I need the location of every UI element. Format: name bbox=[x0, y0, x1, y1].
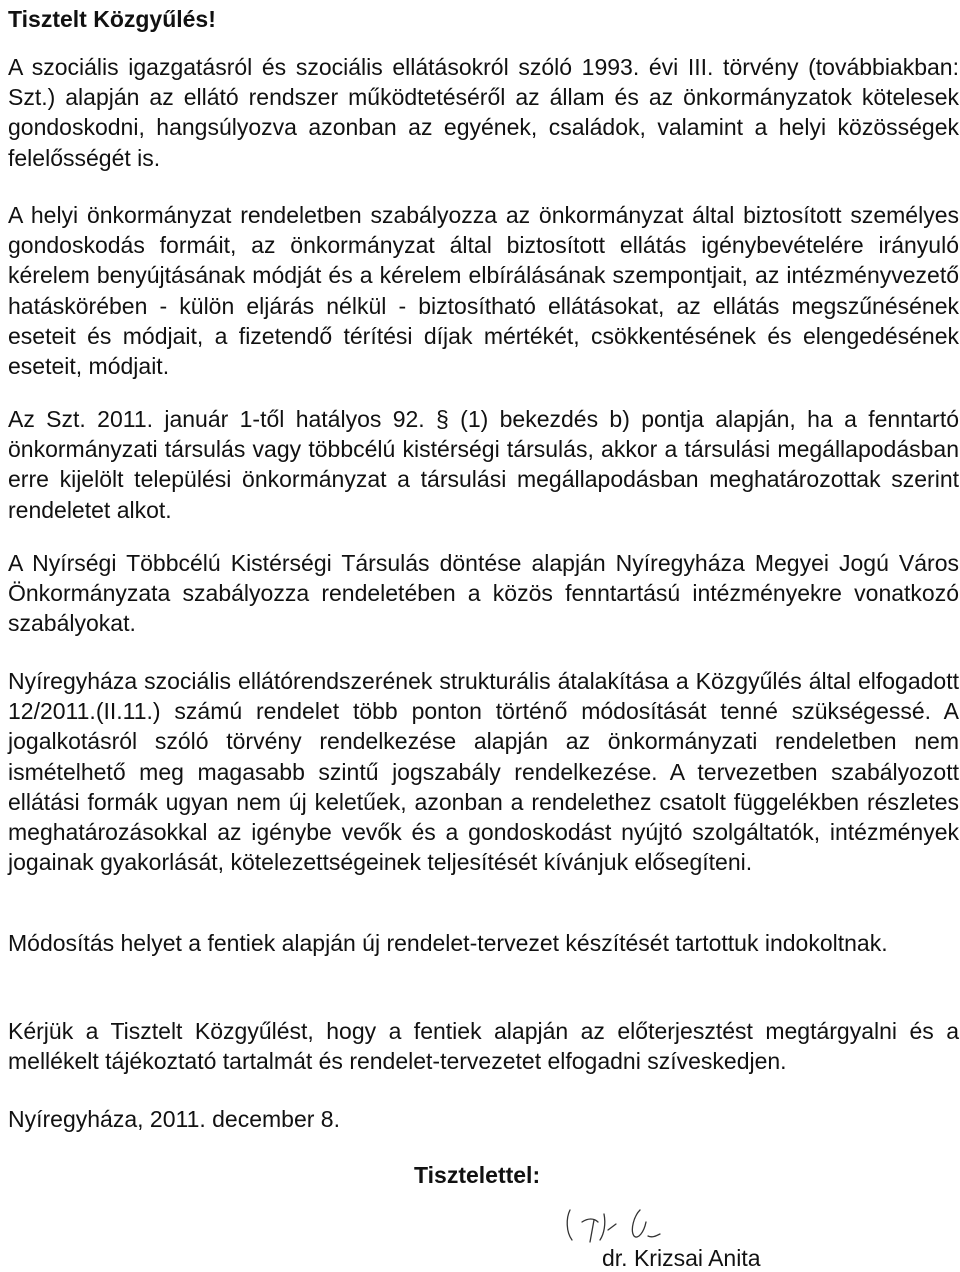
paragraph-local-regulation: A helyi önkormányzat rendeletben szabályozza az önkormányzat által biztosított személyes gondoskodás formáit, az önkormányzat által biztosított ellátás igénybevételére irányuló kérelem benyújtásának módját és a kérelem elbírálásának szempontjait, az intézményvezető hatáskörében - külön eljárás nélkül - biztosítható ellátásokat, az ellátás megszűnésének eseteit és módjait, a fizetendő térítési díjak mértékét, csökkentésének és elengedésének eseteit, módjait. bbox=[8, 202, 959, 380]
paragraph-szt-intro: A szociális igazgatásról és szociális ellátásokról szóló 1993. évi III. törvény (továbbiakban: Szt.) alapján az ellátó rendszer működtetéséről az állam és az önkormányzatok kötelesek gondoskodni, hangsúlyozva azonban az egyének, családok, valamint a helyi közösségek felelősségét is. bbox=[8, 54, 959, 171]
paragraph-association-decision: A Nyírségi Többcélú Kistérségi Társulás döntése alapján Nyíregyháza Megyei Jogú Város Önkormányzata szabályozza rendeletében a közös fenntartású intézményekre vonatkozó szabályokat. bbox=[8, 550, 959, 637]
paragraph-szt-92: Az Szt. 2011. január 1-től hatályos 92. § (1) bekezdés b) pontja alapján, ha a fenntartó önkormányzati társulás vagy többcélú kistérségi társulás, akkor a társulási megállapodásban erre kijelölt települési önkormányzat a társulási megállapodásban meghatározottak szerint rendeletet alkot. bbox=[8, 406, 959, 523]
closing-greeting: Tisztelettel: bbox=[414, 1162, 541, 1188]
salutation: Tisztelt Közgyűlés! bbox=[8, 6, 216, 32]
paragraph-restructuring: Nyíregyháza szociális ellátórendszerének strukturális átalakítása a Közgyűlés által elfogadott 12/2011.(II.11.) számú rendelet több ponton történő módosítását tenné szükségessé. A jogalkotásról szóló törvény rendelkezése alapján az önkormányzati rendeletben nem ismételhető meg magasabb szintű jogszabály rendelkezése. A tervezetben szabályozott ellátási formák ugyan nem új keletűek, azonban a rendelethez csatolt függelékben részletes meghatározásokkal az igénybe vevők és a gondoskodást nyújtó szolgáltatók, intézmények jogainak gyakorlását, kötelezettségeinek teljesítését kívánjuk elősegíteni. bbox=[8, 668, 959, 876]
paragraph-new-draft: Módosítás helyet a fentiek alapján új rendelet-tervezet készítését tartottuk indokoltnak. bbox=[8, 930, 888, 956]
date-line: Nyíregyháza, 2011. december 8. bbox=[8, 1106, 340, 1132]
signer-name: dr. Krizsai Anita bbox=[602, 1245, 761, 1271]
handwritten-signature bbox=[564, 1196, 764, 1248]
paragraph-request: Kérjük a Tisztelt Közgyűlést, hogy a fentiek alapján az előterjesztést megtárgyalni és a mellékelt tájékoztató tartalmát és rendelet-tervezetet elfogadni szíveskedjen. bbox=[8, 1018, 959, 1075]
